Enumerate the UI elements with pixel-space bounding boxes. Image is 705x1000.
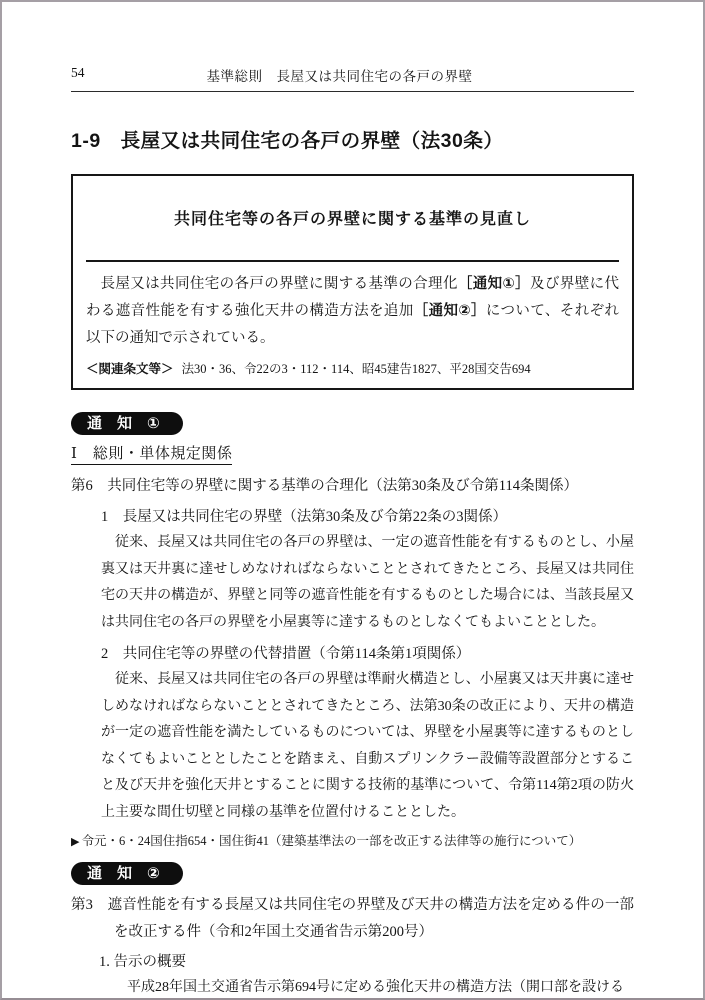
section-title: 1-9 長屋又は共同住宅の各戸の界壁（法30条）	[71, 130, 504, 152]
notice1-item1-body: 従来、長屋又は共同住宅の各戸の界壁は、一定の遮音性能を有するものとし、小屋裏又は天井裏に達せしめなければならないこととされてきたところ、長屋又は共同住宅の天井の構造が、界壁と同等の遮音性能を有するものとした場合には、当該長屋又は共同住宅の各戸の界壁を小屋裏等に達するものとしなくてもよいこととした。	[101, 535, 634, 630]
summary-box-divider	[86, 260, 619, 262]
summary-text-3: について、それぞれ以下の通知で示されている。	[86, 303, 619, 346]
summary-text-2: 及び界壁に代わる遮音性能を有する強化天井の構造方法を追加	[86, 276, 620, 319]
running-head-rule	[71, 91, 634, 92]
notice1-inline-tag: ［通知①］	[457, 276, 531, 292]
summary-box-body	[86, 271, 619, 352]
related-articles-label: ＜関連条文等＞	[86, 362, 174, 376]
summary-box	[71, 174, 634, 390]
page-number: 54	[71, 65, 85, 80]
triangle-bullet-icon: ▶	[71, 836, 80, 848]
notice1-item2-heading: 2 共同住宅等の界壁の代替措置（令第114条第1項関係）	[101, 646, 471, 662]
notice1-item2-body: 従来、長屋又は共同住宅の各戸の界壁は準耐火構造とし、小屋裏又は天井裏に達せしめなければならないこととされてきたところ、法第30条の改正により、天井の構造が一定の遮音性能を満たしているものについては、界壁を小屋裏等に達するものとしなくてもよいこととしたことを踏まえ、自動スプリンクラー設備等設置部分とすること及び天井を強化天井とすることに関する技術的基準について、令第114第2項の防火上主要な間仕切壁と同様の基準を位置付けることとした。	[101, 672, 634, 820]
page-content	[2, 65, 703, 1000]
related-articles	[86, 359, 619, 377]
notice1-article-heading: 第6 共同住宅等の界壁に関する基準の合理化（法第30条及び令第114条関係）	[71, 478, 578, 494]
notice2-inline-tag: ［通知②］	[413, 303, 486, 319]
notice2-item1-body: 平成28年国土交通省告示第694号に定める強化天井の構造方法（開口部を設ける	[127, 980, 624, 995]
notice1-badge: 通知①	[71, 412, 183, 435]
related-articles-text: 法30・36、令22の3・112・114、昭45建告1827、平28国交告694	[181, 362, 531, 376]
notice1-reference	[71, 831, 634, 852]
summary-text-1: 長屋又は共同住宅の各戸の界壁に関する基準の合理化	[100, 276, 458, 292]
notice1-item1-heading: 1 長屋又は共同住宅の界壁（法第30条及び令第22条の3関係）	[101, 509, 507, 525]
notice1-category-heading	[71, 442, 634, 465]
notice1-reference-text: 令元・6・24国住指654・国住街41（建築基準法の一部を改正する法律等の施行について）	[81, 834, 582, 848]
notice2-item1-heading: 1. 告示の概要	[99, 954, 186, 970]
notice2-badge: 通知②	[71, 862, 183, 885]
running-title: 基準総則 長屋又は共同住宅の各戸の界壁	[206, 69, 473, 84]
notice1-category-heading-text: Ⅰ 総則・単体規定関係	[71, 442, 232, 465]
running-head	[71, 65, 634, 83]
summary-box-heading: 共同住宅等の各戸の界壁に関する基準の見直し	[173, 211, 531, 228]
notice2-article-heading: 第3 遮音性能を有する長屋又は共同住宅の界壁及び天井の構造方法を定める件の一部を改正する件（令和2年国土交通省告示第200号）	[71, 897, 634, 940]
